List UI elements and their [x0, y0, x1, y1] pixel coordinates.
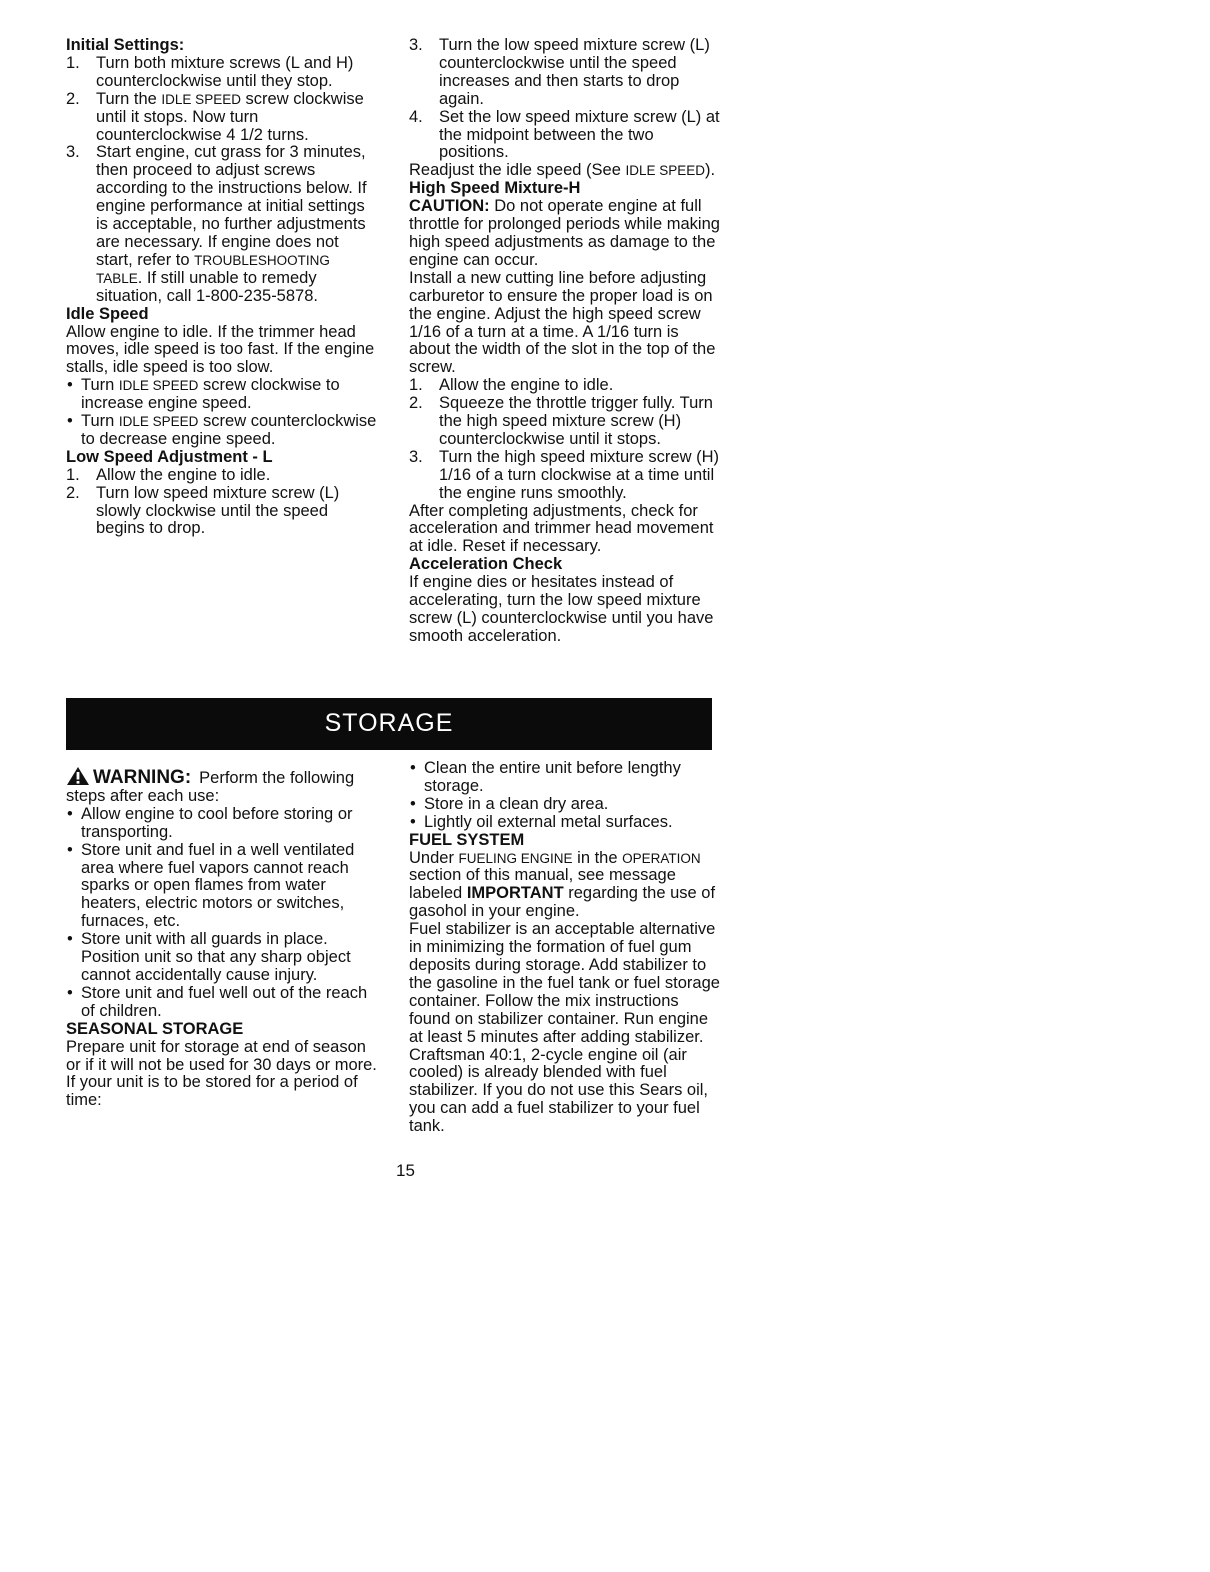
top-left-column	[66, 37, 378, 538]
warning-text: Perform the following steps after each use:	[66, 769, 355, 805]
warning-triangle-icon	[66, 766, 90, 786]
bottom-right-column	[409, 760, 724, 1136]
top-right-column	[409, 37, 722, 646]
initial-settings-steps	[66, 55, 378, 306]
warning-paragraph	[66, 763, 381, 806]
storage-banner	[66, 698, 712, 750]
list-item: • Clean the entire unit before lengthy storage.	[409, 760, 724, 796]
high-speed-paragraph: Install a new cutting line before adjusting carburetor to ensure the proper load is on the engine. Adjust the high speed screw 1/16 of a turn at a time. A 1/16 turn is about the width of the slot in the top of the screw.	[409, 268, 716, 377]
storage-title: STORAGE	[324, 709, 454, 738]
fuel-paragraph-3: Craftsman 40:1, 2-cycle engine oil (air cooled) is already blended with fuel stabilizer. If you do not use this Sears oil, you can add a fuel stabilizer to your fuel tank.	[409, 1045, 708, 1136]
low-speed-steps-part1	[66, 467, 378, 539]
list-item: • Store unit and fuel in a well ventilated area where fuel vapors cannot reach sparks or open flames from water heaters, electric motors or switches, furnaces, etc.	[66, 842, 381, 932]
seasonal-storage-heading: SEASONAL STORAGE	[66, 1019, 244, 1038]
list-item: 1. Allow the engine to idle.	[409, 376, 614, 395]
list-item: • Store unit and fuel well out of the reach of children.	[66, 985, 381, 1021]
list-item: 3. Start engine, cut grass for 3 minutes, then proceed to adjust screws according to the instructions below. If engine performance at initial settings is acceptable, no further adjustments are necessary. If engine does not start, refer to TROUBLESHOOTING TABLE. If still unable to remedy situation, call 1-800-235-5878.	[66, 143, 367, 305]
caution-paragraph: CAUTION: Do not operate engine at full throttle for prolonged periods while making high speed adjustments as damage to the engine can occur.	[409, 197, 720, 269]
fuel-paragraph-2: Fuel stabilizer is an acceptable alternative in minimizing the formation of fuel gum deposits during storage. Add stabilizer to the gasoline in the fuel tank or fuel storage container. Follow the mix instructions found on stabilizer container. Run engine at least 5 minutes after adding stabilizer.	[409, 920, 720, 1046]
initial-settings-heading: Initial Settings:	[66, 36, 185, 54]
readjust-idle-paragraph: Readjust the idle speed (See IDLE SPEED).	[409, 161, 716, 180]
list-item: • Store in a clean dry area.	[409, 796, 724, 814]
bottom-left-column	[66, 763, 381, 1110]
list-item: 2. Turn the IDLE SPEED screw clockwise until it stops. Now turn counterclockwise 4 1/2 turns.	[66, 89, 364, 144]
storage-bullets	[66, 806, 381, 1021]
list-item: 3. Turn the high speed mixture screw (H) 1/16 of a turn clockwise at a time until the engine runs smoothly.	[409, 447, 719, 502]
list-item: 1. Turn both mixture screws (L and H) counterclockwise until they stop.	[66, 53, 354, 90]
fuel-paragraph-1: Under FUELING ENGINE in the OPERATION section of this manual, see message labeled IMPORTANT regarding the use of gasohol in your engine.	[409, 848, 716, 921]
list-item: • Allow engine to cool before storing or transporting.	[66, 806, 381, 842]
seasonal-bullets	[409, 760, 724, 832]
idle-speed-paragraph: Allow engine to idle. If the trimmer head moves, idle speed is too fast. If the engine stalls, idle speed is too slow.	[66, 322, 375, 377]
caution-label: CAUTION:	[409, 197, 490, 216]
high-speed-steps	[409, 377, 722, 502]
after-adjustments-paragraph: After completing adjustments, check for acceleration and trimmer head movement at idle. Reset if necessary.	[409, 501, 714, 556]
low-speed-steps-part2	[409, 37, 722, 162]
list-item: 1. Allow the engine to idle.	[66, 465, 271, 484]
list-item: 3. Turn the low speed mixture screw (L) counterclockwise until the speed increases and then starts to drop again.	[409, 36, 710, 108]
warning-label: WARNING:	[93, 767, 192, 788]
idle-speed-heading: Idle Speed	[66, 304, 149, 323]
page-number: 15	[396, 1161, 415, 1180]
high-speed-heading: High Speed Mixture-H	[409, 179, 581, 198]
low-speed-heading: Low Speed Adjustment - L	[66, 447, 273, 466]
list-item: • Turn IDLE SPEED screw counterclockwise to decrease engine speed.	[66, 413, 378, 449]
seasonal-paragraph-2: If your unit is to be stored for a period of time:	[66, 1073, 358, 1110]
fuel-system-heading: FUEL SYSTEM	[409, 830, 525, 849]
list-item: • Store unit with all guards in place. Position unit so that any sharp object cannot accidentally cause injury.	[66, 931, 381, 985]
acceleration-check-paragraph: If engine dies or hesitates instead of accelerating, turn the low speed mixture screw (L) counterclockwise until you have smooth acceleration.	[409, 573, 714, 645]
seasonal-paragraph-1: Prepare unit for storage at end of season or if it will not be used for 30 days or more.	[66, 1037, 377, 1074]
list-item: 2. Squeeze the throttle trigger fully. Turn the high speed mixture screw (H) counterclockwise until it stops.	[409, 394, 713, 448]
acceleration-check-heading: Acceleration Check	[409, 555, 563, 574]
list-item: • Turn IDLE SPEED screw clockwise to increase engine speed.	[66, 377, 378, 413]
idle-speed-bullets	[66, 377, 378, 449]
list-item: • Lightly oil external metal surfaces.	[409, 814, 724, 832]
list-item: 4. Set the low speed mixture screw (L) at the midpoint between the two positions.	[409, 107, 720, 162]
list-item: 2. Turn low speed mixture screw (L) slowly clockwise until the speed begins to drop.	[66, 483, 340, 538]
